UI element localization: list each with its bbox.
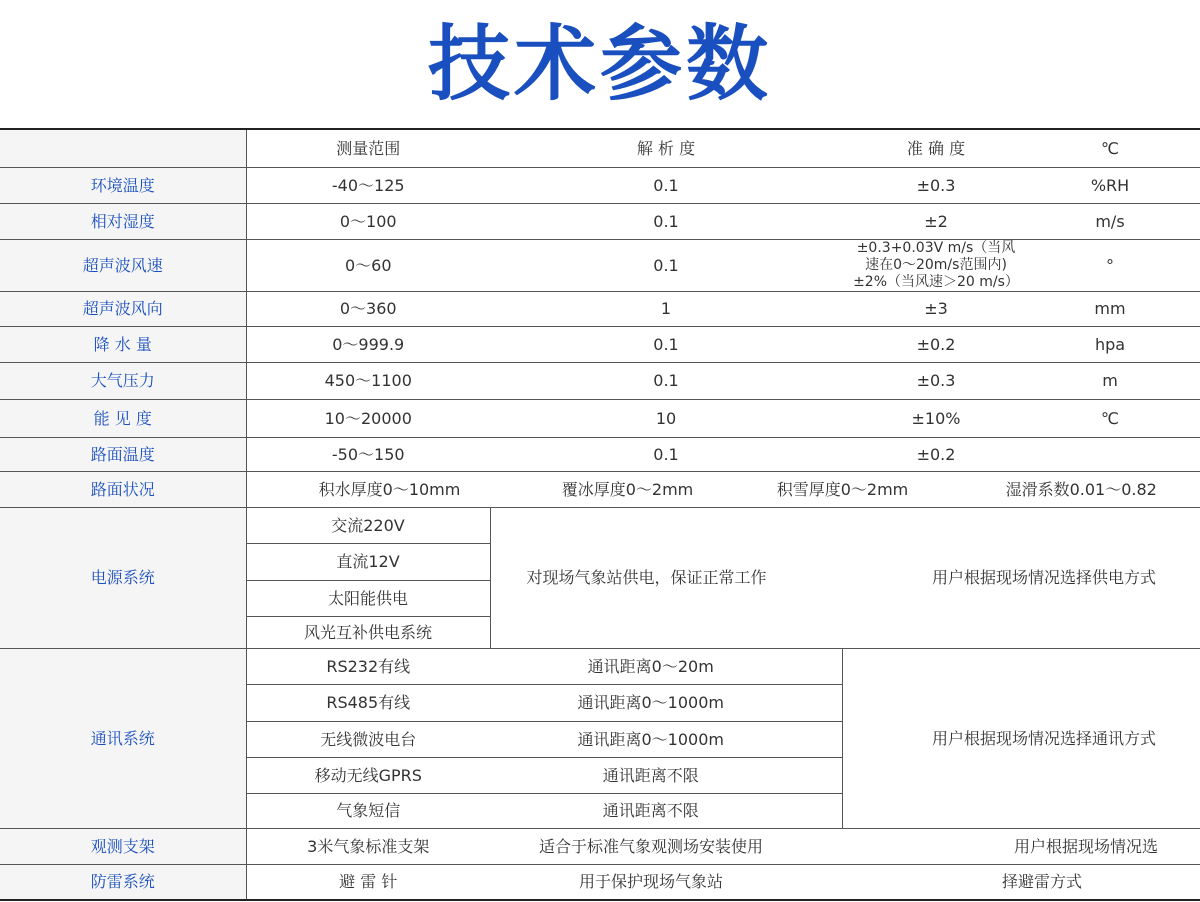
param-row: [0, 291, 1200, 326]
power-option: 太阳能供电: [246, 580, 490, 616]
comm-mode: 无线微波电台: [246, 721, 490, 757]
param-unit: m/s: [1095, 211, 1125, 231]
param-range: 10～20000: [246, 399, 490, 437]
comm-mode: 移动无线GPRS: [246, 757, 490, 793]
param-accuracy: ±0.3: [916, 371, 956, 390]
param-accuracy: [842, 240, 1020, 291]
page-title: 技术参数: [427, 17, 772, 112]
comm-distance-text: 通讯距离0～20m: [587, 656, 714, 676]
param-unit: hpa: [1094, 334, 1126, 354]
road-row: [0, 471, 1200, 507]
power-note: [842, 507, 1200, 648]
road-item: 湿滑系数0.01～0.82: [1005, 479, 1157, 499]
param-unit: %RH: [1090, 175, 1130, 195]
road-item: 积水厚度0～10mm: [318, 479, 461, 499]
param-name: 能 见 度: [0, 399, 246, 437]
comm-mode: RS485有线: [246, 684, 490, 721]
bracket-desc-text: 适合于标准气象观测场安装使用: [538, 836, 763, 856]
param-unit: ℃: [1101, 408, 1119, 428]
road-items: [246, 471, 1200, 507]
param-accuracy: ±2: [924, 211, 948, 231]
comm-row: [0, 648, 1200, 684]
param-name: 超声波风向: [0, 291, 246, 326]
param-range: 0～100: [246, 203, 490, 239]
lightning-value: 避 雷 针: [246, 864, 490, 900]
lightning-desc-text: 用于保护现场气象站: [578, 872, 723, 892]
param-resolution: 10: [490, 399, 842, 437]
param-name: 路面温度: [0, 437, 246, 471]
comm-mode: RS232有线: [246, 648, 490, 684]
power-purpose-text: 对现场气象站供电，保证正常工作: [526, 568, 767, 587]
param-accuracy-unit: [842, 291, 1200, 326]
header-row: [0, 129, 1200, 167]
param-resolution: 0.1: [490, 326, 842, 362]
header-unit: ℃: [1101, 138, 1119, 158]
bracket-note-text: 用户根据现场情况选: [1013, 836, 1158, 856]
param-row: [0, 203, 1200, 239]
param-range: 0～999.9: [246, 326, 490, 362]
param-name: 大气压力: [0, 362, 246, 399]
road-item: 积雪厚度0～2mm: [776, 479, 909, 499]
comm-note: [842, 648, 1200, 828]
comm-mode: 气象短信: [246, 793, 490, 828]
param-accuracy: ±0.2: [916, 444, 956, 464]
bracket-name: 观测支架: [0, 828, 246, 864]
param-range: 0～360: [246, 291, 490, 326]
header-resolution: 解 析 度: [490, 129, 842, 167]
param-accuracy-unit: [842, 437, 1200, 471]
lightning-note: [842, 864, 1200, 900]
spec-table: [0, 128, 1200, 901]
comm-distance-text: 通讯距离0～1000m: [577, 693, 724, 712]
power-purpose: [490, 507, 842, 648]
header-corner: [0, 129, 246, 167]
param-unit: °: [1106, 255, 1114, 275]
param-resolution: 1: [490, 291, 842, 326]
lightning-name: 防雷系统: [0, 864, 246, 900]
param-unit: mm: [1094, 299, 1126, 318]
param-row: [0, 326, 1200, 362]
param-accuracy-unit: [842, 326, 1200, 362]
param-range: -40～125: [246, 167, 490, 203]
comm-note-text: 用户根据现场情况选择通讯方式: [931, 728, 1156, 748]
param-name: 环境温度: [0, 167, 246, 203]
param-range: 450～1100: [246, 362, 490, 399]
param-row: [0, 437, 1200, 471]
comm-distance: [490, 757, 842, 793]
param-resolution: 0.1: [490, 362, 842, 399]
param-resolution: 0.1: [490, 167, 842, 203]
accuracy-line: ±2%（当风速＞20 m/s）: [853, 273, 1019, 290]
param-row: [0, 362, 1200, 399]
header-accuracy-unit: [842, 129, 1200, 167]
road-item: 覆冰厚度0～2mm: [561, 479, 694, 499]
param-row: [0, 167, 1200, 203]
road-name: 路面状况: [0, 471, 246, 507]
param-accuracy-unit: [842, 167, 1200, 203]
param-accuracy-unit: [842, 203, 1200, 239]
param-accuracy: ±0.2: [916, 334, 956, 354]
power-row: [0, 507, 1200, 543]
comm-distance: [490, 721, 842, 757]
bracket-note: [842, 828, 1200, 864]
accuracy-line: ±0.3+0.03V m/s（当风速在0～20m/s范围内): [856, 239, 1016, 273]
power-option: 直流12V: [246, 543, 490, 580]
power-option: 交流220V: [246, 507, 490, 543]
param-row: [0, 239, 1200, 291]
power-note-text: 用户根据现场情况选择供电方式: [931, 568, 1156, 587]
header-range: 测量范围: [246, 129, 490, 167]
comm-distance-text: 通讯距离不限: [602, 801, 699, 820]
param-resolution: 0.1: [490, 239, 842, 291]
power-option: 风光互补供电系统: [246, 616, 490, 648]
param-accuracy: ±10%: [911, 408, 961, 428]
param-unit: [1020, 445, 1200, 464]
comm-distance: [490, 648, 842, 684]
comm-distance: [490, 793, 842, 828]
lightning-desc: [490, 864, 842, 900]
param-accuracy-unit: [842, 239, 1200, 291]
param-resolution: 0.1: [490, 203, 842, 239]
param-accuracy: ±0.3: [916, 175, 956, 195]
power-name: 电源系统: [0, 507, 246, 648]
param-accuracy-unit: [842, 399, 1200, 437]
param-range: -50～150: [246, 437, 490, 471]
lightning-note-text: 择避雷方式: [1001, 872, 1082, 892]
param-name: 超声波风速: [0, 239, 246, 291]
bracket-value: 3米气象标准支架: [246, 828, 490, 864]
param-name: 降 水 量: [0, 326, 246, 362]
comm-name: 通讯系统: [0, 648, 246, 828]
param-resolution: 0.1: [490, 437, 842, 471]
comm-distance-text: 通讯距离不限: [602, 765, 699, 785]
param-range: 0～60: [246, 239, 490, 291]
param-unit: m: [1102, 371, 1118, 390]
param-accuracy-unit: [842, 362, 1200, 399]
comm-distance-text: 通讯距离0～1000m: [577, 729, 724, 749]
comm-distance: [490, 684, 842, 721]
header-accuracy: 准 确 度: [906, 138, 966, 158]
lightning-row: [0, 864, 1200, 900]
bracket-desc: [490, 828, 842, 864]
param-row: [0, 399, 1200, 437]
param-name: 相对湿度: [0, 203, 246, 239]
bracket-row: [0, 828, 1200, 864]
param-accuracy: ±3: [924, 299, 948, 318]
